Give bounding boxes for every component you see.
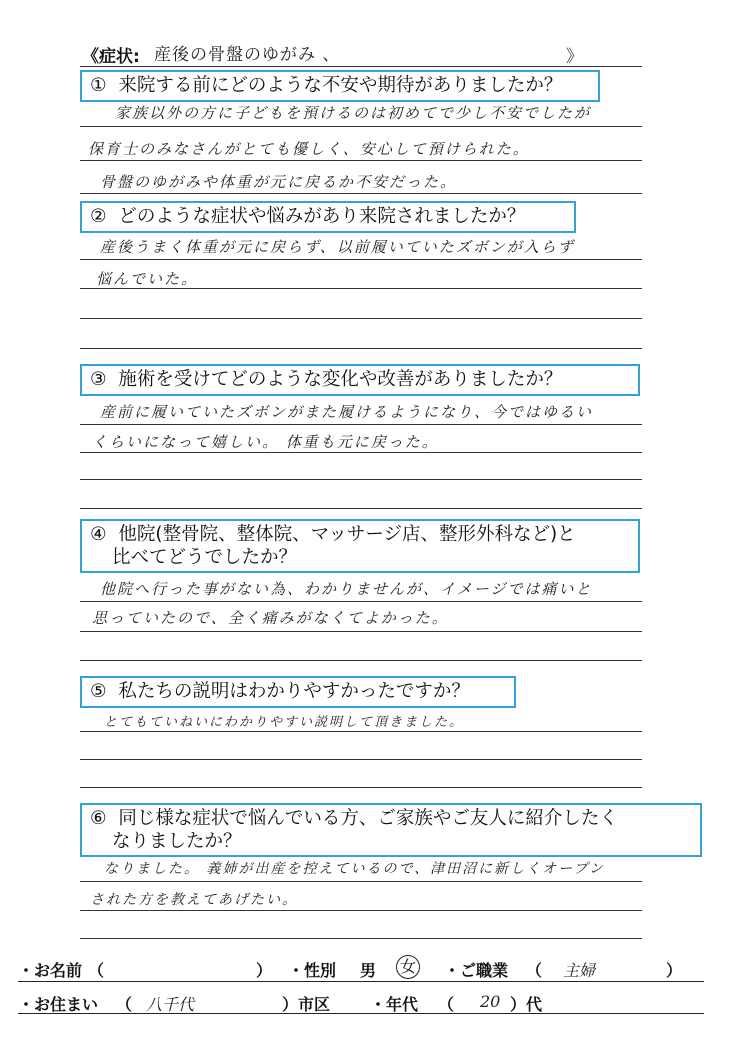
answer-line: 産前に履いていたズボンがまた履けるようになり、今ではゆるい xyxy=(100,403,594,421)
question-5 xyxy=(80,676,516,708)
symptom-end: 》 xyxy=(566,47,583,67)
answer-line: 他院へ行った事がない為、わかりませんが、イメージでは痛いと xyxy=(100,580,593,598)
address-value: 八千代 xyxy=(146,995,195,1014)
ruled-line xyxy=(80,126,642,127)
ruled-line xyxy=(80,160,642,161)
age-value: 20 xyxy=(480,992,501,1011)
ruled-line xyxy=(80,938,642,939)
ruled-line xyxy=(80,601,642,602)
job-value: 主婦 xyxy=(563,961,596,980)
ruled-line xyxy=(80,508,642,509)
ruled-line xyxy=(80,259,642,260)
gender-label: ・性別 xyxy=(288,961,337,980)
ruled-line xyxy=(80,660,642,661)
ruled-line xyxy=(80,318,642,319)
job-open: （ xyxy=(526,961,543,980)
question-text: どのような症状や悩みがあり来院されましたか？ xyxy=(118,206,526,227)
ruled-line xyxy=(80,348,642,349)
question-1 xyxy=(80,70,600,102)
question-text: 施術を受けてどのような変化や改善がありましたか？ xyxy=(118,369,563,390)
question-4 xyxy=(80,519,640,573)
question-number: ② xyxy=(90,206,107,227)
age-close: ）代 xyxy=(510,995,543,1014)
question-text-line2: 比べてどうでしたか？ xyxy=(112,547,298,568)
answer-line: 家族以外の方に子どもを預けるのは初めてで少し不安でしたが xyxy=(115,104,592,122)
ruled-line xyxy=(80,193,642,194)
question-text: 同じ様な症状で悩んでいる方、ご家族やご友人に紹介したく xyxy=(118,808,618,829)
gender-female: 女 xyxy=(396,955,420,979)
question-number: ③ xyxy=(90,369,107,390)
age-open: （ xyxy=(438,995,455,1014)
form-row-address xyxy=(18,989,704,1015)
answer-line: された方を教えてあげたい。 xyxy=(90,892,298,908)
name-label: ・お名前 xyxy=(18,961,83,980)
answer-line: くらいになって嬉しい。 体重も元に戻った。 xyxy=(92,433,439,451)
form-underline xyxy=(18,1013,704,1014)
question-number: ⑥ xyxy=(90,808,107,829)
ruled-line xyxy=(80,631,642,632)
answer-line: 保育士のみなさんがとても優しく、安心して預けられた。 xyxy=(88,140,530,158)
ruled-line xyxy=(80,731,642,732)
age-label: ・年代 xyxy=(370,995,419,1014)
question-text-line2: なりましたか？ xyxy=(112,831,242,852)
symptom-label: 《症状: xyxy=(82,47,140,67)
answer-line: 悩んでいた。 xyxy=(96,270,199,288)
answer-line: 骨盤のゆがみや体重が元に戻るか不安だった。 xyxy=(100,173,458,191)
answer-line: 思っていたので、全く痛みがなくてよかった。 xyxy=(92,609,449,627)
answer-line: 産後うまく体重が元に戻らず、以前履いていたズボンが入らず xyxy=(100,238,575,256)
ruled-line xyxy=(80,288,642,289)
question-6 xyxy=(80,803,702,857)
gender-female-circle xyxy=(396,955,420,979)
name-open: （ xyxy=(88,961,105,980)
symptom-underline xyxy=(80,66,642,67)
answer-line: とてもていねいにわかりやすい説明して頂きました。 xyxy=(104,715,465,730)
ruled-line xyxy=(80,452,642,453)
ruled-line xyxy=(80,881,642,882)
ruled-line xyxy=(80,424,642,425)
gender-male: 男 xyxy=(360,961,377,980)
question-text: 他院(整骨院、整体院、マッサージ店、整形外科など)と xyxy=(118,524,576,545)
symptom-value: 産後の骨盤のゆがみ 、 xyxy=(154,45,341,65)
form-row-name xyxy=(18,955,704,981)
ruled-line xyxy=(80,479,642,480)
job-label: ・ご職業 xyxy=(444,961,509,980)
form-underline xyxy=(18,981,704,982)
address-open: （ xyxy=(116,995,133,1014)
question-number: ① xyxy=(90,75,107,96)
address-label: ・お住まい xyxy=(18,995,99,1014)
question-text: 私たちの説明はわかりやすかったですか？ xyxy=(118,681,470,702)
ruled-line xyxy=(80,759,642,760)
symptom-row xyxy=(82,40,583,67)
ruled-line xyxy=(80,787,642,788)
question-number: ④ xyxy=(90,524,107,545)
question-number: ⑤ xyxy=(90,681,107,702)
job-close: ） xyxy=(666,961,683,980)
question-2 xyxy=(80,201,576,233)
address-close: ）市区 xyxy=(282,995,331,1014)
name-close: ） xyxy=(256,961,273,980)
question-text: 来院する前にどのような不安や期待がありましたか？ xyxy=(118,75,563,96)
question-3 xyxy=(80,364,640,396)
ruled-line xyxy=(80,910,642,911)
answer-line: なりました。 義姉が出産を控えているので、津田沼に新しくオープン xyxy=(104,861,605,877)
